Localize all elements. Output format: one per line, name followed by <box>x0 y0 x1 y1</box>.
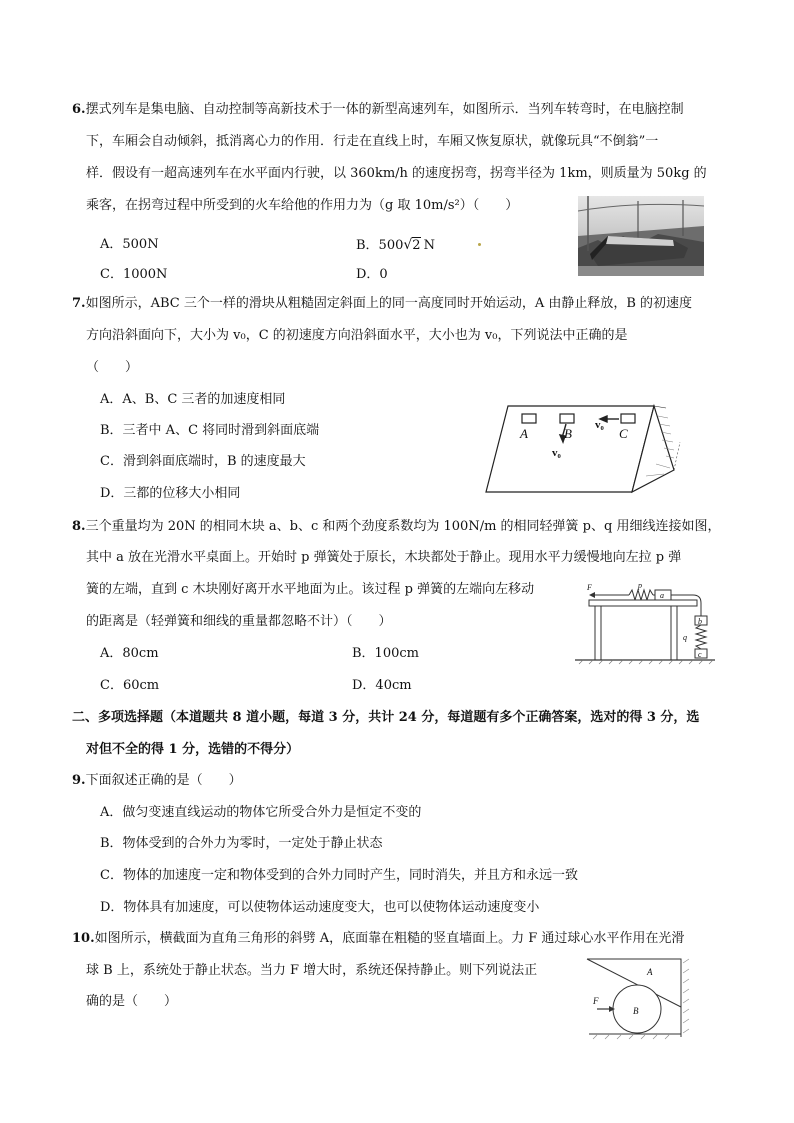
q6-option-b[interactable] <box>356 236 435 255</box>
q7-option-c[interactable]: C．滑到斜面底端时，B 的速度最大 <box>100 454 306 469</box>
block-a-label: a <box>660 591 664 600</box>
q7-line2: 方向沿斜面向下，大小为 v₀，C 的初速度方向沿斜面水平，大小也为 v₀，下列说法中正确的是 <box>86 328 628 343</box>
q6-line1 <box>72 101 684 119</box>
q9-number: 9. <box>72 773 86 788</box>
section-2-heading: 二、多项选择题（本道题共 8 道小题，每道 3 分，共计 24 分，每道题有多个正确答案，选对的得 3 分，选 <box>72 710 700 725</box>
velocity-label-c: v₀ <box>595 419 604 431</box>
q6-line3: 样．假设有一超高速列车在水平面内行驶，以 360km/h 的速度拐弯，拐弯半径为 1km，则质量为 50kg 的 <box>86 166 707 181</box>
q8-line1 <box>72 518 720 536</box>
q6-option-c[interactable]: C．1000N <box>100 267 168 282</box>
q6-line2: 下，车厢会自动倾斜，抵消离心力的作用．行走在直线上时，车厢又恢复原状，就像玩具“不倒翁”一 <box>86 134 659 149</box>
q6-option-b-radicand: 2 <box>412 238 421 253</box>
q9-option-a[interactable]: A．做匀变速直线运动的物体它所受合外力是恒定不变的 <box>100 805 422 820</box>
q6-number: 6. <box>72 102 86 117</box>
force-f-label: F <box>587 583 592 592</box>
ball-b-label: B <box>633 1006 639 1016</box>
q7-option-d[interactable]: D．三都的位移大小相同 <box>100 486 241 501</box>
spring-p-label: p <box>638 581 642 590</box>
sqrt-symbol: √ <box>403 237 413 253</box>
q6-option-b-coef: B．500 <box>356 238 404 253</box>
slider-b-label: B <box>564 426 572 441</box>
q8-line2: 其中 a 放在光滑水平桌面上。开始时 p 弹簧处于原长，木块都处于静止。现用水平力缓慢地向左拉 p 弹 <box>86 550 682 565</box>
q6-text-1: 摆式列车是集电脑、自动控制等高新技术于一体的新型高速列车，如图所示．当列车转弯时，在电脑控制 <box>85 102 684 117</box>
q8-option-a[interactable]: A．80cm <box>100 646 159 661</box>
q9-option-b[interactable]: B．物体受到的合外力为零时，一定处于静止状态 <box>100 836 383 851</box>
q7-number: 7. <box>72 296 86 311</box>
q9-text-1: 下面叙述正确的是（ ） <box>85 773 242 788</box>
q8-option-c[interactable]: C．60cm <box>100 678 160 693</box>
q7-line3: （ ） <box>86 360 139 375</box>
tilting-train-photo <box>578 196 704 276</box>
q8-number: 8. <box>72 519 86 534</box>
q8-option-b[interactable]: B．100cm <box>352 646 419 661</box>
q9-line1 <box>72 772 242 790</box>
spring-q-label: q <box>683 633 687 642</box>
section-2-heading-cont: 对但不全的得 1 分，选错的不得分） <box>86 742 300 757</box>
q8-option-d[interactable]: D．40cm <box>352 678 412 693</box>
wedge-ball-diagram <box>585 957 695 1041</box>
spring-table-diagram <box>575 578 715 668</box>
stray-dot <box>478 243 481 246</box>
q6-option-b-unit: N <box>423 238 435 253</box>
block-b-label: b <box>698 617 702 626</box>
q8-line4: 的距离是（轻弹簧和细线的重量都忽略不计）（ ） <box>86 614 392 629</box>
slider-c-label: C <box>619 426 628 441</box>
q7-text-1: 如图所示，ABC 三个一样的滑块从粗糙固定斜面上的同一高度同时开始运动，A 由静止释放，B 的初速度 <box>85 296 693 311</box>
wedge-a-label: A <box>647 967 653 977</box>
q6-option-a[interactable]: A．500N <box>100 237 159 252</box>
q10-line1 <box>72 930 684 948</box>
block-c-label: c <box>698 650 702 659</box>
q9-option-c[interactable]: C．物体的加速度一定和物体受到的合外力同时产生，同时消失，并且方和永远一致 <box>100 868 578 883</box>
q9-option-d[interactable]: D．物体具有加速度，可以使物体运动速度变大，也可以使物体运动速度变小 <box>100 900 540 915</box>
q7-option-a[interactable]: A．A、B、C 三者的加速度相同 <box>100 392 286 407</box>
incline-diagram <box>478 398 690 500</box>
q10-number: 10. <box>72 931 95 946</box>
q10-text-1: 如图所示，横截面为直角三角形的斜劈 A，底面靠在粗糙的竖直墙面上。力 F 通过球心水平作用在光滑 <box>94 931 685 946</box>
velocity-label-b: v₀ <box>552 447 561 459</box>
q6-option-d[interactable]: D．0 <box>356 267 388 282</box>
q7-line1 <box>72 295 692 313</box>
q6-line4: 乘客，在拐弯过程中所受到的火车给他的作用力为（g 取 10m/s²）（ ） <box>86 198 519 213</box>
q10-line2: 球 B 上，系统处于静止状态。当力 F 增大时，系统还保持静止。则下列说法正 <box>86 963 538 978</box>
q7-option-b[interactable]: B．三者中 A、C 将同时滑到斜面底端 <box>100 423 320 438</box>
q8-text-1: 三个重量均为 20N 的相同木块 a、b、c 和两个劲度系数均为 100N/m 的相同轻弹簧 p、q 用细线连接如图， <box>85 519 721 534</box>
force-f-label: F <box>593 996 599 1006</box>
q8-line3: 簧的左端，直到 c 木块刚好离开水平地面为止。该过程 p 弹簧的左端向左移动 <box>86 582 535 597</box>
slider-a-label: A <box>520 426 528 441</box>
q10-line3: 确的是（ ） <box>86 994 178 1009</box>
